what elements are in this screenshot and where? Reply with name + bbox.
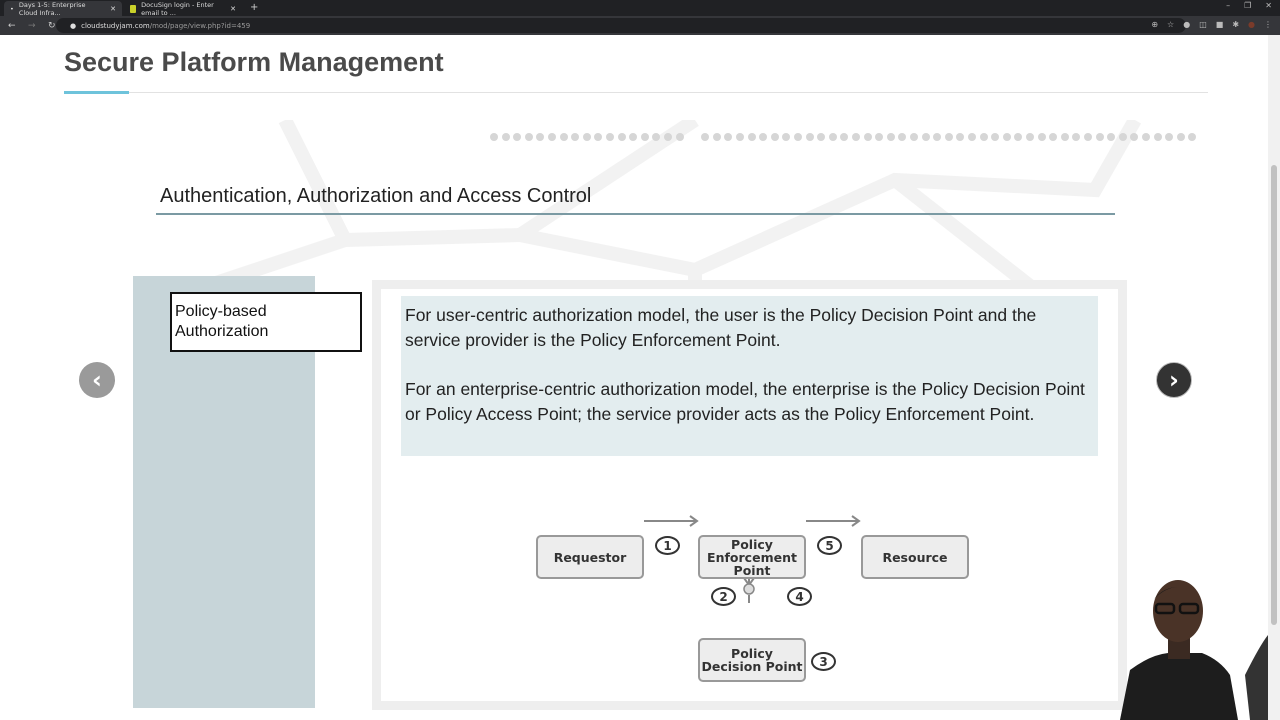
address-bar-row [0, 16, 1280, 35]
browser-tab-bar [0, 0, 1280, 16]
progress-dot [840, 133, 848, 141]
text-box [401, 296, 1098, 456]
restore-icon[interactable]: ❐ [1244, 1, 1252, 10]
progress-dot [748, 133, 756, 141]
progress-dot [980, 133, 988, 141]
puzzle-icon[interactable]: ✱ [1232, 20, 1240, 29]
policy-decision-point-node: Policy Decision Point [698, 638, 806, 682]
title-accent [64, 91, 129, 94]
progress-dot [864, 133, 872, 141]
progress-dot [1049, 133, 1057, 141]
forward-icon[interactable]: → [28, 20, 36, 31]
slide-progress-dots [490, 133, 1200, 143]
progress-dot [724, 133, 732, 141]
progress-dot [945, 133, 953, 141]
progress-dot [618, 133, 626, 141]
progress-dot [829, 133, 837, 141]
tab-label: Days 1-5: Enterprise Cloud Infra... [18, 0, 86, 17]
progress-dot [875, 133, 883, 141]
progress-dot [560, 133, 568, 141]
progress-dot [922, 133, 930, 141]
extension-icon[interactable]: ● [1183, 20, 1191, 29]
progress-dot [1026, 133, 1034, 141]
lock-icon: ● [70, 21, 77, 30]
progress-dot [910, 133, 918, 141]
url-host: cloudstudyjam.com [81, 21, 150, 30]
extension-icon[interactable]: ■ [1215, 20, 1224, 29]
menu-icon[interactable]: ⋮ [1264, 20, 1272, 29]
step-5-label: 5 [817, 536, 842, 555]
previous-slide-button[interactable]: ‹ [79, 362, 115, 398]
minimize-icon[interactable]: – [1226, 1, 1231, 10]
resource-node: Resource [861, 535, 969, 579]
progress-dot [1165, 133, 1173, 141]
close-window-icon[interactable]: ✕ [1265, 1, 1272, 10]
back-icon[interactable]: ← [8, 20, 16, 31]
progress-dot [525, 133, 533, 141]
url-path: /mod/page/view.php?id=459 [149, 21, 251, 30]
progress-dot [548, 133, 556, 141]
progress-dot [736, 133, 744, 141]
progress-dot [701, 133, 709, 141]
progress-dot [759, 133, 767, 141]
progress-dot [490, 133, 498, 141]
star-icon[interactable]: ☆ [1167, 20, 1175, 29]
progress-dot [1107, 133, 1115, 141]
progress-dot [806, 133, 814, 141]
divider [64, 92, 1208, 93]
progress-dot [536, 133, 544, 141]
progress-dot [1177, 133, 1185, 141]
progress-dot [1003, 133, 1011, 141]
progress-dot [991, 133, 999, 141]
paragraph: For user-centric authorization model, the user is the Policy Decision Point and the service provider is the Policy Enforcement Point. [405, 305, 1037, 350]
pocket-icon[interactable]: ◫ [1199, 20, 1207, 29]
progress-dot [583, 133, 591, 141]
paragraph: For an enterprise-centric authorization model, the enterprise is the Policy Decision Point or Policy Access Point; the service provider acts as the Policy Enforcement Point. [405, 379, 1085, 424]
close-tab-icon[interactable]: ✕ [110, 4, 116, 13]
zoom-icon[interactable]: ⊕ [1151, 20, 1159, 29]
step-4-label: 4 [787, 587, 812, 606]
progress-dot [794, 133, 802, 141]
progress-dot [782, 133, 790, 141]
progress-dot [664, 133, 672, 141]
progress-dot [887, 133, 895, 141]
progress-dot [594, 133, 602, 141]
scrollbar[interactable] [1268, 35, 1280, 720]
progress-dot [502, 133, 510, 141]
policy-based-authorization-label: Policy-based Authorization [170, 292, 362, 352]
progress-dot [1014, 133, 1022, 141]
progress-dot [676, 133, 684, 141]
progress-dot [1130, 133, 1138, 141]
presenter-webcam [1110, 575, 1268, 720]
tab-label: DocuSign login - Enter email to ... [141, 0, 214, 17]
progress-dot [817, 133, 825, 141]
progress-dot [571, 133, 579, 141]
progress-dot [898, 133, 906, 141]
progress-dot [1038, 133, 1046, 141]
progress-dot [1142, 133, 1150, 141]
slide-subtitle: Authentication, Authorization and Access Control [160, 185, 592, 207]
progress-dot [606, 133, 614, 141]
page-content [0, 35, 1268, 720]
progress-dot [1119, 133, 1127, 141]
step-1-label: 1 [655, 536, 680, 555]
tab-active[interactable] [4, 1, 122, 16]
new-tab-button[interactable]: + [250, 2, 259, 13]
progress-dot [629, 133, 637, 141]
next-slide-button[interactable]: › [1156, 362, 1192, 398]
progress-dot [1084, 133, 1092, 141]
progress-dot [1188, 133, 1196, 141]
tab-docusign[interactable] [124, 1, 242, 16]
requestor-node: Requestor [536, 535, 644, 579]
policy-enforcement-point-node: Policy Enforcement Point [698, 535, 806, 579]
step-3-label: 3 [811, 652, 836, 671]
progress-dot [513, 133, 521, 141]
progress-dot [713, 133, 721, 141]
page-title: Secure Platform Management [64, 47, 444, 77]
progress-dot [1061, 133, 1069, 141]
reload-icon[interactable]: ↻ [48, 20, 56, 31]
docusign-favicon-icon [130, 5, 136, 13]
progress-dot [771, 133, 779, 141]
progress-dot [652, 133, 660, 141]
scrollbar-thumb[interactable] [1271, 165, 1277, 625]
progress-dot [852, 133, 860, 141]
progress-dot [1096, 133, 1104, 141]
progress-dot [1154, 133, 1162, 141]
tab-favicon-icon: • [10, 4, 14, 13]
step-2-label: 2 [711, 587, 736, 606]
progress-dot [933, 133, 941, 141]
progress-dot [1072, 133, 1080, 141]
progress-dot [956, 133, 964, 141]
progress-dot [968, 133, 976, 141]
subtitle-underline [156, 213, 1115, 215]
progress-dot [641, 133, 649, 141]
close-tab-icon[interactable]: ✕ [230, 4, 236, 13]
url-input[interactable] [56, 18, 1186, 33]
avatar[interactable]: ● [1248, 20, 1255, 29]
